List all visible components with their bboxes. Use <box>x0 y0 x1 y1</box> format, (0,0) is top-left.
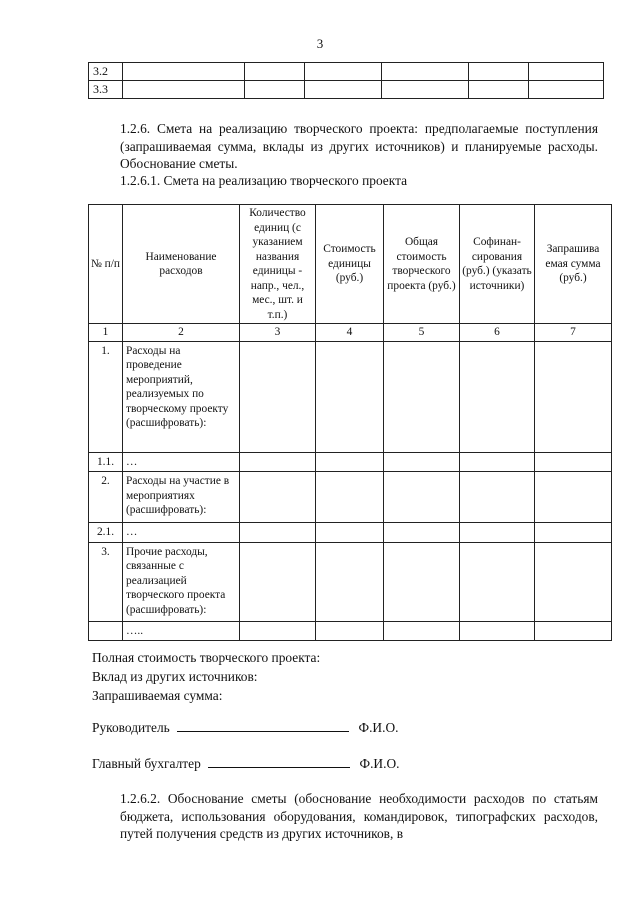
table-row <box>89 452 612 472</box>
head-signature-line <box>92 719 398 736</box>
page-number: 3 <box>316 36 324 51</box>
row-number: 3. <box>89 542 123 621</box>
row-name: Расходы на участие в мероприятиях (расшифровать): <box>123 472 240 523</box>
section-1-2-6-2: 1.2.6.2. Обоснование сметы (обоснование необходимости расходов по статьям бюджета, использования оборудования, командировок, типографских расходов, путей получения средств из других источников, в <box>120 791 598 841</box>
table-row <box>89 341 612 452</box>
row-number: 1.1. <box>89 452 123 472</box>
header-requested: Запрашива емая сумма (руб.) <box>535 205 612 324</box>
table-row <box>89 63 604 81</box>
header-unit-cost: Стоимость единицы (руб.) <box>316 205 384 324</box>
table-row <box>89 523 612 543</box>
row-number: 1. <box>89 341 123 452</box>
section-1-2-6-1: 1.2.6.1. Смета на реализацию творческого проекта <box>120 173 408 188</box>
table-row <box>89 621 612 641</box>
header-name: Наименование расходов <box>123 205 240 324</box>
continuation-table <box>88 62 604 99</box>
row-name: … <box>123 452 240 472</box>
table-row <box>89 81 604 99</box>
table-row <box>89 472 612 523</box>
row-name: Прочие расходы, связанные с реализацией творческого проекта (расшифровать): <box>123 542 240 621</box>
table-row <box>89 542 612 621</box>
other-sources-label: Вклад из других источников: <box>92 669 258 684</box>
row-name: … <box>123 523 240 543</box>
row-number: 3.2 <box>89 63 123 81</box>
row-name: ….. <box>123 621 240 641</box>
row-number <box>89 621 123 641</box>
head-label: Руководитель <box>92 720 170 735</box>
head-fio: Ф.И.О. <box>358 720 399 735</box>
accountant-label: Главный бухгалтер <box>92 756 201 771</box>
totals-block <box>92 648 320 705</box>
signature-underline <box>177 719 349 732</box>
section-1-2-6: 1.2.6. Смета на реализацию творческого проекта: предполагаемые поступления (запрашиваемая сумма, вклады из других источников) и планируемые расходы. Обоснование сметы. <box>120 121 598 171</box>
header-quantity: Количество единиц (с указанием названия единицы - напр., чел., мес., шт. и т.п.) <box>240 205 316 324</box>
row-number: 2.1. <box>89 523 123 543</box>
header-number: № п/п <box>89 205 123 324</box>
accountant-signature-line <box>92 755 399 772</box>
header-total-cost: Общая стоимость творческого проекта (руб.) <box>384 205 460 324</box>
column-index-row: 1 2 3 4 5 6 7 <box>89 324 612 342</box>
table-header-row <box>89 205 612 324</box>
accountant-fio: Ф.И.О. <box>359 756 400 771</box>
row-name: Расходы на проведение мероприятий, реализуемых по творческому проекту (расшифровать): <box>123 341 240 452</box>
row-number: 3.3 <box>89 81 123 99</box>
row-number: 2. <box>89 472 123 523</box>
header-cofinancing: Софинан-сирования (руб.) (указать источники) <box>460 205 535 324</box>
budget-table <box>88 204 612 641</box>
full-cost-label: Полная стоимость творческого проекта: <box>92 650 321 665</box>
requested-sum-label: Запрашиваемая сумма: <box>92 688 223 703</box>
signature-underline <box>208 755 350 768</box>
